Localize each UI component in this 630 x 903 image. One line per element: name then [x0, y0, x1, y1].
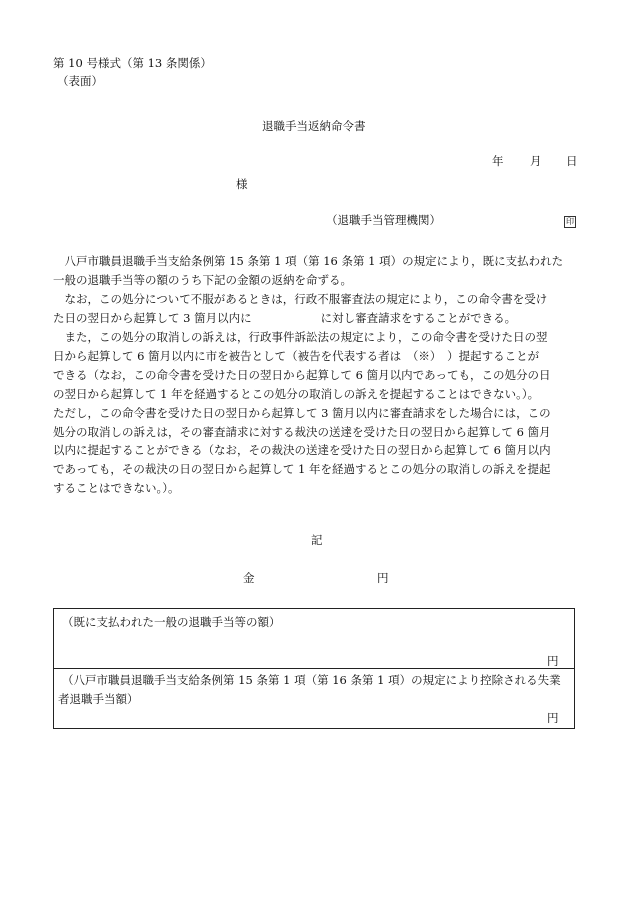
- body-line: であっても，その裁決の日の翌日から起算して 1 年を経過するとこの処分の取消しの訴えを提起: [53, 462, 551, 477]
- form-number: 第 10 号様式（第 13 条関係）: [53, 56, 212, 70]
- body-paragraph-3: [53, 328, 578, 498]
- deducted-amount-label-line2: 者退職手当額）: [58, 692, 139, 706]
- date-day-label: 日: [566, 154, 578, 168]
- body-paragraph-1: [53, 252, 578, 290]
- document-title: 退職手当返納命令書: [262, 119, 366, 133]
- date-year-label: 年: [492, 154, 504, 168]
- body-line: た日の翌日から起算して 3 箇月以内に に対し審査請求をすることができる。: [53, 310, 517, 325]
- issuer-label: （退職手当管理機関）: [326, 213, 441, 227]
- deducted-amount-label-line1: （八戸市職員退職手当支給条例第 15 条第 1 項（第 16 条第 1 項）の規定により控除される失業: [62, 673, 561, 687]
- amount-unit: 円: [377, 571, 389, 585]
- body-line: 一般の退職手当等の額のうち下記の金額の返納を命ずる。: [53, 272, 352, 287]
- ki-heading: 記: [311, 533, 323, 547]
- seal-mark: 印: [566, 217, 574, 226]
- recipient-suffix: 様: [236, 177, 248, 191]
- body-paragraph-2: [53, 290, 578, 328]
- paid-amount-label: （既に支払われた一般の退職手当等の額）: [62, 615, 281, 629]
- body-line: の翌日から起算して 1 年を経過するとこの処分の取消しの訴えを提起することはできない。）。: [53, 386, 540, 401]
- body-line: することはできない。）。: [53, 481, 180, 496]
- amount-table: [53, 608, 575, 729]
- body-line: ただし，この命令書を受けた日の翌日から起算して 3 箇月以内に審査請求をした場合には，この: [53, 405, 551, 420]
- body-line: 八戸市職員退職手当支給条例第 15 条第 1 項（第 16 条第 1 項）の規定により，既に支払われた: [53, 254, 564, 268]
- body-line: 以内に提起することができる（なお，その裁決の送達を受けた日の翌日から起算して 6 箇月以内: [53, 443, 551, 458]
- body-line: 処分の取消しの訴えは，その審査請求に対する裁決の送達を受けた日の翌日から起算して 6 箇月: [53, 424, 551, 439]
- table-row-paid-amount: [54, 609, 574, 669]
- body-line: また，この処分の取消しの訴えは，行政事件訴訟法の規定により，この命令書を受けた日の翌: [53, 330, 548, 344]
- body-line: できる（なお，この命令書を受けた日の翌日から起算して 6 箇月以内であっても，この処分の日: [53, 367, 551, 382]
- paid-amount-unit: 円: [547, 654, 559, 668]
- deducted-amount-unit: 円: [547, 711, 559, 725]
- body-line: なお，この処分について不服があるときは，行政不服審査法の規定により，この命令書を受け: [53, 292, 548, 306]
- body-line: 日から起算して 6 箇月以内に市を被告として（被告を代表する者は （※） ）提起することが: [53, 348, 540, 363]
- form-side-label: （表面）: [57, 74, 103, 88]
- table-row-deducted-amount: [54, 669, 574, 728]
- date-month-label: 月: [530, 154, 542, 168]
- amount-label: 金: [243, 571, 255, 585]
